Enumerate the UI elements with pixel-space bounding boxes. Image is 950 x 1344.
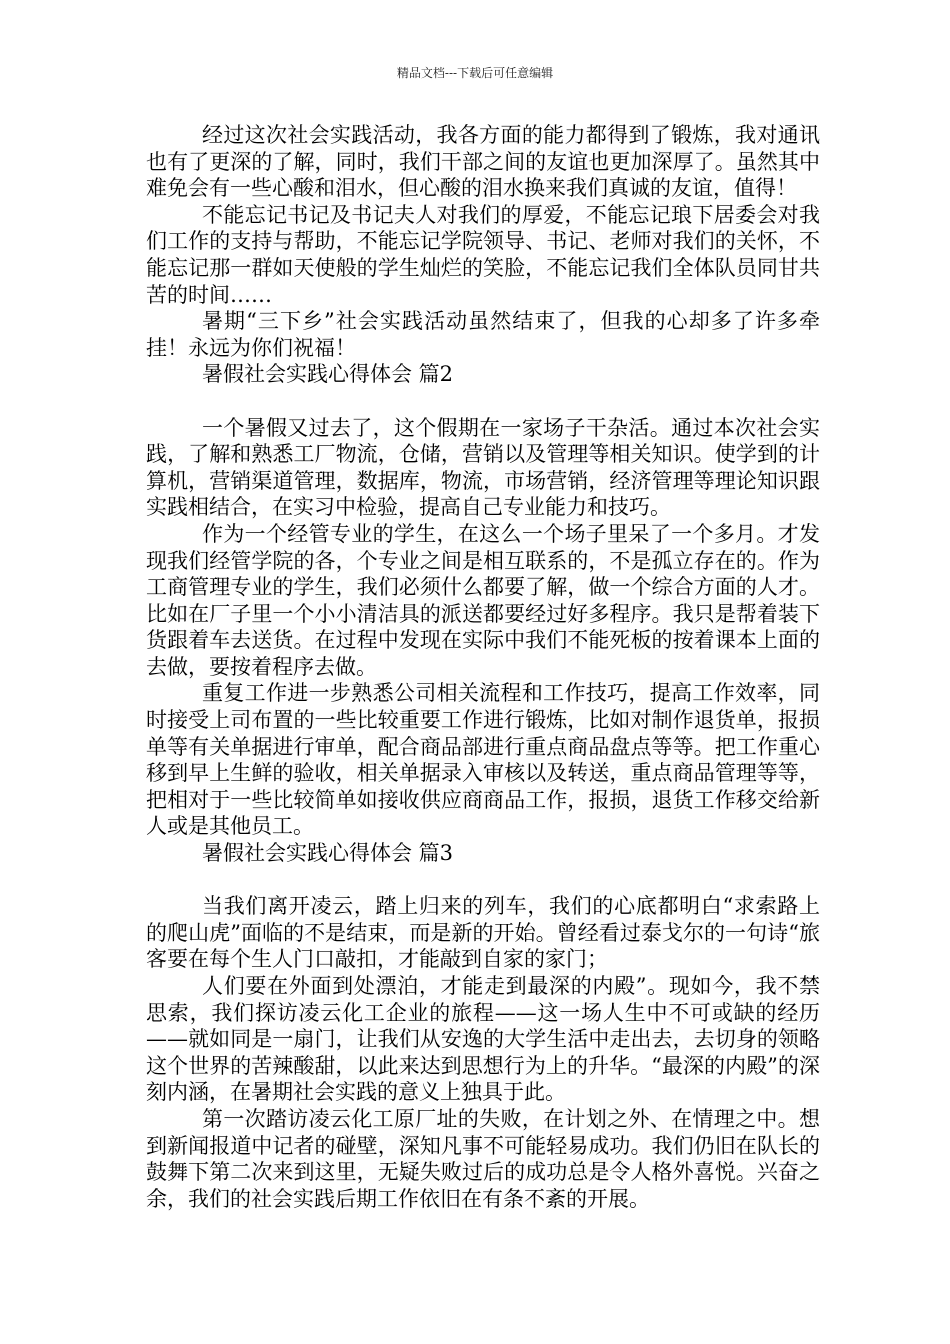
- paragraph-5: 作为一个经管专业的学生，在这么一个场子里呆了一个多月。才发现我们经管学院的各，个专业之间是相互联系的，不是孤立存在的。作为工商管理专业的学生，我们必须什么都要了解，做一个综合方面的人才。比如在厂子里一个小小清洁具的派送都要经过好多程序。我只是帮着装下货跟着车去送货。在过程中发现在实际中我们不能死板的按着课本上面的去做，要按着程序去做。: [146, 521, 820, 679]
- paragraph-6: 重复工作进一步熟悉公司相关流程和工作技巧，提高工作效率，同时接受上司布置的一些比较重要工作进行锻炼，比如对制作退货单，报损单等有关单据进行审单，配合商品部进行重点商品盘点等等。把工作重心移到早上生鲜的验收，相关单据录入审核以及转送，重点商品管理等等，把相对于一些比较简单如接收供应商商品工作，报损，退货工作移交给新人或是其他员工。: [146, 681, 820, 839]
- page-header: 精品文档---下载后可任意编辑: [396, 66, 554, 80]
- paragraph-9: 第一次踏访凌云化工原厂址的失败，在计划之外、在情理之中。想到新闻报道中记者的碰壁，深知凡事不可能轻易成功。我们仍旧在队长的鼓舞下第二次来到这里，无疑失败过后的成功总是令人格外喜悦。兴奋之余，我们的社会实践后期工作依旧在有条不紊的开展。: [146, 1106, 820, 1211]
- section-heading-3: 暑假社会实践心得体会 篇3: [202, 841, 454, 866]
- section-heading-2: 暑假社会实践心得体会 篇2: [202, 362, 454, 387]
- document-body: [146, 122, 820, 1212]
- paragraph-3: 暑期“三下乡”社会实践活动虽然结束了，但我的心却多了许多牵挂！永远为你们祝福！: [146, 309, 820, 360]
- paragraph-1: 经过这次社会实践活动，我各方面的能力都得到了锻炼，我对通讯也有了更深的了解，同时，我们干部之间的友谊也更加深厚了。虽然其中难免会有一些心酸和泪水，但心酸的泪水换来我们真诚的友谊，值得！: [146, 123, 820, 201]
- paragraph-7: 当我们离开凌云，踏上归来的列车，我们的心底都明白“求索路上的爬山虎”面临的不是结束，而是新的开始。曾经看过泰戈尔的一句诗“旅客要在每个生人门口敲扣，才能敲到自家的家门；: [146, 894, 820, 972]
- paragraph-4: 一个暑假又过去了，这个假期在一家场子干杂活。通过本次社会实践，了解和熟悉工厂物流，仓储，营销以及管理等相关知识。使学到的计算机，营销渠道管理，数据库，物流，市场营销，经济管理等理论知识跟实践相结合，在实习中检验，提高自己专业能力和技巧。: [146, 415, 820, 520]
- paragraph-2: 不能忘记书记及书记夫人对我们的厚爱，不能忘记琅下居委会对我们工作的支持与帮助，不能忘记学院领导、书记、老师对我们的关怀，不能忘记那一群如天使般的学生灿烂的笑脸，不能忘记我们全体队员同甘共苦的时间……: [146, 202, 820, 307]
- paragraph-8: 人们要在外面到处漂泊，才能走到最深的内殿”。现如今，我不禁思索，我们探访凌云化工企业的旅程——这一场人生中不可或缺的经历——就如同是一扇门，让我们从安逸的大学生活中走出去，去切身的领略这个世界的苦辣酸甜，以此来达到思想行为上的升华。“最深的内殿”的深刻内涵，在暑期社会实践的意义上独具于此。: [146, 974, 820, 1105]
